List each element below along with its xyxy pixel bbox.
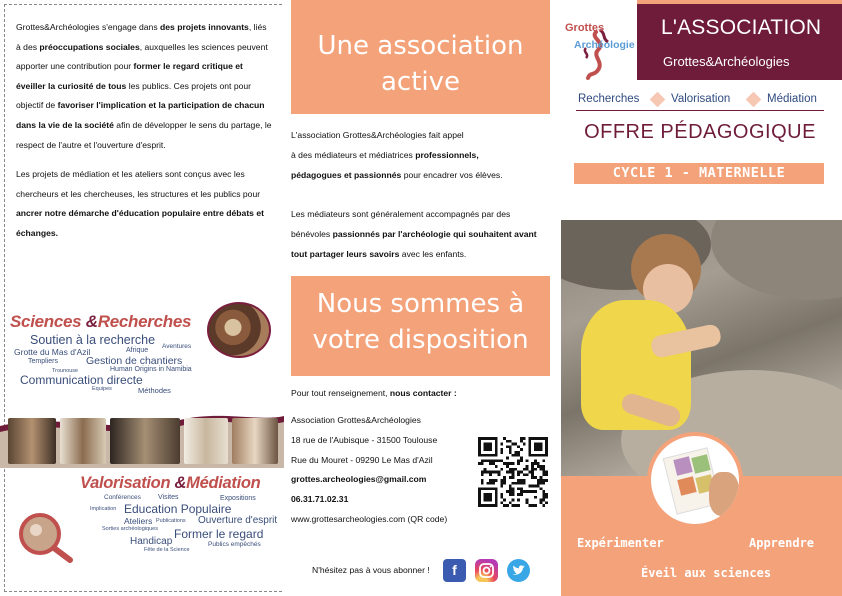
active-association-box	[291, 0, 550, 114]
text-run: Les médiateurs sont généralement accompagnés par des bénévoles	[291, 209, 511, 239]
cloud-word: Human Origins in Namibia	[110, 366, 192, 373]
bold-text: préoccupations sociales	[39, 41, 140, 52]
text-run: afin de développer le sens du partage, le respect de l'autre et l'ouverture d'esprit.	[16, 119, 272, 150]
cloud-word: Equipes	[92, 386, 112, 392]
association-title: L'ASSOCIATION	[661, 16, 822, 39]
follow-text: N'hésitez pas à vous abonner !	[312, 565, 430, 575]
cloud-word: Visites	[158, 494, 179, 501]
box2-line1: Nous sommes à	[316, 289, 525, 319]
cloud-word: Gestion de chantiers	[86, 355, 183, 367]
mediators-text	[291, 125, 549, 185]
text-run: , liés à des	[16, 22, 267, 52]
address-line: Rue du Mouret - 09290 Le Mas d'Azil	[291, 454, 433, 465]
box1-line1: Une association	[317, 31, 524, 61]
logo-text-grottes: Grottes	[565, 22, 605, 34]
cloud-word: Templiers	[28, 358, 58, 365]
instagram-icon[interactable]	[475, 559, 498, 582]
apprendre-label: Apprendre	[749, 536, 815, 550]
cycle-label: CYCLE 1 - MATERNELLE	[574, 163, 824, 184]
text-run: L'association Grottes&Archéologies fait appel	[291, 130, 464, 140]
cloud-word: Grotte du Mas d'Azil	[14, 347, 91, 357]
volunteers-text	[291, 204, 549, 264]
cloud-word: Expositions	[220, 495, 256, 502]
tagline	[576, 91, 824, 111]
facebook-icon[interactable]: f	[443, 559, 466, 582]
cloud-word: Conférences	[104, 494, 141, 501]
box1-line2: active	[380, 67, 461, 97]
address-line: 06.31.71.02.31	[291, 494, 349, 505]
intro-paragraph-2	[16, 165, 272, 243]
bold-text: ancrer notre démarche d'éducation populaire entre débats et échanges.	[16, 208, 264, 238]
twitter-icon[interactable]	[507, 559, 530, 582]
valorisation-title: Valorisation &Médiation	[80, 474, 261, 492]
address-line: Association Grottes&Archéologies	[291, 415, 421, 425]
experimenter-label: Expérimenter	[577, 536, 664, 550]
cloud-word: Handicap	[130, 536, 173, 547]
cloud-word: Ateliers	[124, 516, 153, 526]
tagline-mediation: Médiation	[767, 93, 817, 105]
contact-intro: Pour tout renseignement, nous contacter :	[291, 388, 457, 398]
cloud-word: Méthodes	[138, 386, 171, 395]
intro-text	[16, 18, 272, 254]
disposition-box	[291, 276, 550, 376]
association-subtitle: Grottes&Archéologies	[663, 54, 790, 69]
diamond-icon	[650, 92, 666, 108]
cloud-word: Publications	[156, 518, 186, 524]
tagline-recherches: Recherches	[578, 93, 640, 105]
materials-photo	[647, 432, 743, 528]
text-run: Les projets de médiation et les ateliers sont conçus avec les chercheurs et les chercheuses, les structures et les publics pour	[16, 169, 261, 199]
research-photo	[207, 302, 271, 358]
text-run: à des médiateurs et médiatrices	[291, 150, 416, 160]
bold-text: passionnés par l'archéologie qui souhaitent avant tout partager leurs savoirs	[291, 229, 537, 259]
qr-code[interactable]	[477, 437, 549, 507]
address-line: 18 rue de l'Aubisque - 31500 Toulouse	[291, 434, 438, 445]
cloud-word: Former le regard	[174, 527, 264, 541]
box2-line2: votre disposition	[312, 325, 529, 355]
cloud-word: Trounouse	[52, 368, 79, 374]
cloud-word: Communication directe	[20, 373, 143, 387]
intro-paragraph-1	[16, 18, 272, 155]
address-line[interactable]: www.grottesarcheologies.com (QR code)	[291, 513, 448, 524]
eveil-label: Éveil aux sciences	[641, 566, 772, 580]
cloud-word: Implication	[90, 506, 117, 512]
cloud-word: Sorties archéologiques	[102, 526, 158, 532]
logo-text-archeologie: Archéologie	[574, 39, 635, 51]
cloud-word: Afrique	[126, 347, 149, 354]
text-run: , auxquelles les sciences peuvent apporter une contribution pour	[16, 41, 268, 72]
cloud-word: Fête de la Science	[144, 547, 190, 553]
cloud-word: Ouverture d'esprit	[198, 515, 278, 526]
bold-text: favoriser l'implication et la participation de chacun dans la vie de la société	[16, 100, 265, 130]
text-run: les publics. Ces projets ont pour objectif de	[16, 80, 252, 111]
text-run: Grottes&Archéologies s'engage dans	[16, 22, 161, 32]
diamond-icon	[746, 92, 762, 108]
photo-strip	[0, 412, 284, 468]
tagline-valorisation: Valorisation	[671, 93, 731, 105]
magnifier-icon	[14, 512, 74, 564]
offre-title: OFFRE PÉDAGOGIQUE	[584, 121, 816, 143]
bold-text: des projets innovants	[160, 22, 249, 32]
text-run: pour encadrer vos élèves.	[401, 170, 503, 180]
cloud-word: Soutien à la recherche	[30, 333, 156, 347]
text-run: avec les enfants.	[399, 249, 467, 259]
cloud-word: Education Populaire	[124, 502, 232, 516]
association-header	[637, 0, 842, 80]
bold-text: professionnels,	[415, 150, 479, 160]
bold-text: former le regard critique et éveiller la curiosité de tous	[16, 61, 243, 91]
bold-text: pédagogues et passionnés	[291, 170, 402, 180]
sciences-title: Sciences &Recherches	[10, 312, 192, 331]
cloud-word: Aventures	[162, 343, 192, 350]
address-line[interactable]: grottes.archeologies@gmail.com	[291, 474, 427, 485]
cloud-word: Publics empêchés	[208, 541, 261, 548]
